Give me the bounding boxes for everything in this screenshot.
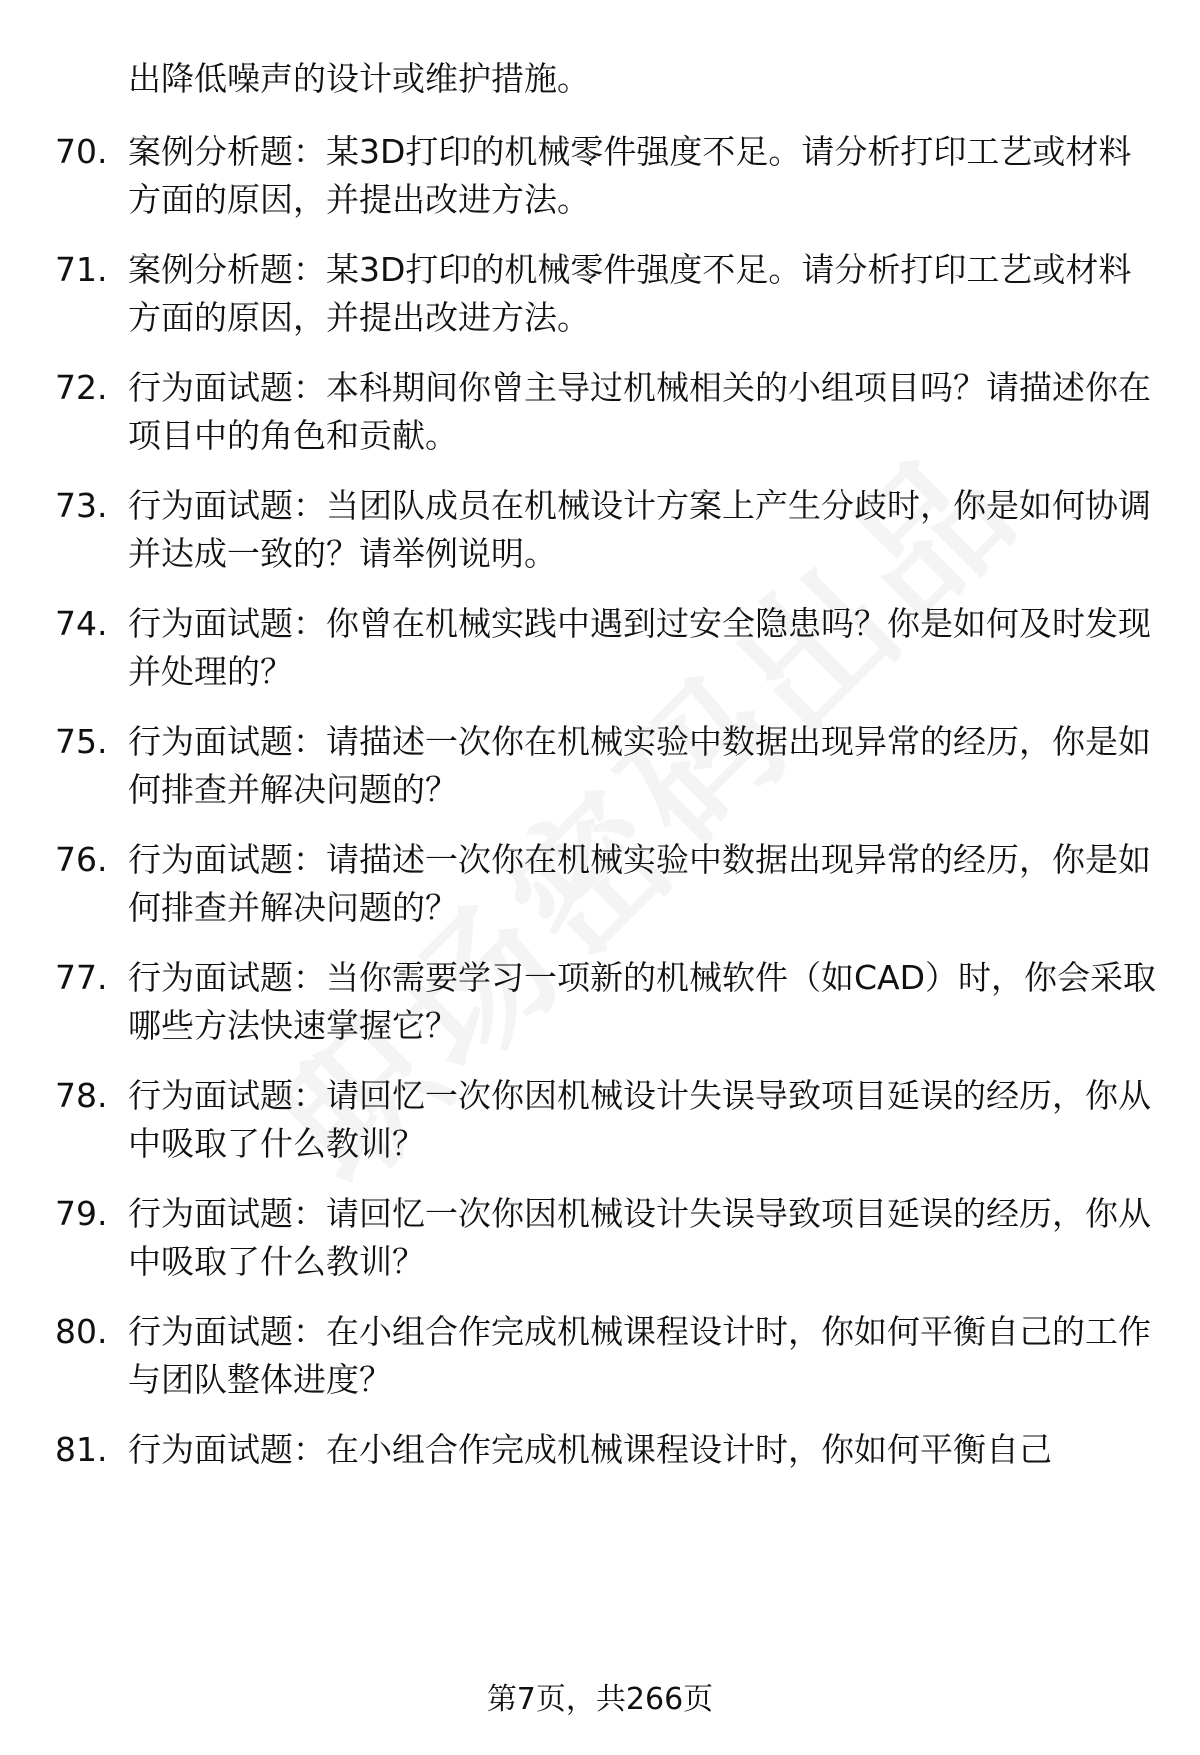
question-text: 行为面试题：在小组合作完成机械课程设计时，你如何平衡自己的工作与团队整体进度？ [128,1312,1151,1399]
question-text: 行为面试题：请描述一次你在机械实验中数据出现异常的经历，你是如何排查并解决问题的？ [128,840,1151,927]
question-text: 行为面试题：本科期间你曾主导过机械相关的小组项目吗？请描述你在项目中的角色和贡献。 [128,368,1151,455]
question-text: 行为面试题：请描述一次你在机械实验中数据出现异常的经历，你是如何排查并解决问题的？ [128,722,1151,809]
page-number-footer: 第7页，共266页 [486,1682,714,1717]
continuation-text: 出降低噪声的设计或维护措施。 [128,59,590,98]
question-number: 76. [55,840,108,879]
question-text: 行为面试题：在小组合作完成机械课程设计时，你如何平衡自己 [128,1430,1052,1469]
question-number: 80. [55,1312,108,1351]
question-text: 案例分析题：某3D打印的机械零件强度不足。请分析打印工艺或材料方面的原因，并提出改进方法。 [128,132,1132,219]
question-text: 案例分析题：某3D打印的机械零件强度不足。请分析打印工艺或材料方面的原因，并提出改进方法。 [128,250,1132,337]
question-number: 77. [55,958,108,997]
question-text: 行为面试题：当团队成员在机械设计方案上产生分歧时，你是如何协调并达成一致的？请举例说明。 [128,486,1151,573]
question-text: 行为面试题：你曾在机械实践中遇到过安全隐患吗？你是如何及时发现并处理的？ [128,604,1151,691]
question-number: 72. [55,368,108,407]
question-number: 79. [55,1194,108,1233]
question-text: 行为面试题：请回忆一次你因机械设计失误导致项目延误的经历，你从中吸取了什么教训？ [128,1076,1151,1163]
question-text: 行为面试题：当你需要学习一项新的机械软件（如CAD）时，你会采取哪些方法快速掌握它？ [128,958,1157,1045]
question-number: 73. [55,486,108,525]
question-text: 行为面试题：请回忆一次你因机械设计失误导致项目延误的经历，你从中吸取了什么教训？ [128,1194,1151,1281]
question-number: 71. [55,250,108,289]
question-number: 81. [55,1430,108,1469]
question-number: 70. [55,132,108,171]
question-number: 74. [55,604,108,643]
question-number: 75. [55,722,108,761]
question-number: 78. [55,1076,108,1115]
